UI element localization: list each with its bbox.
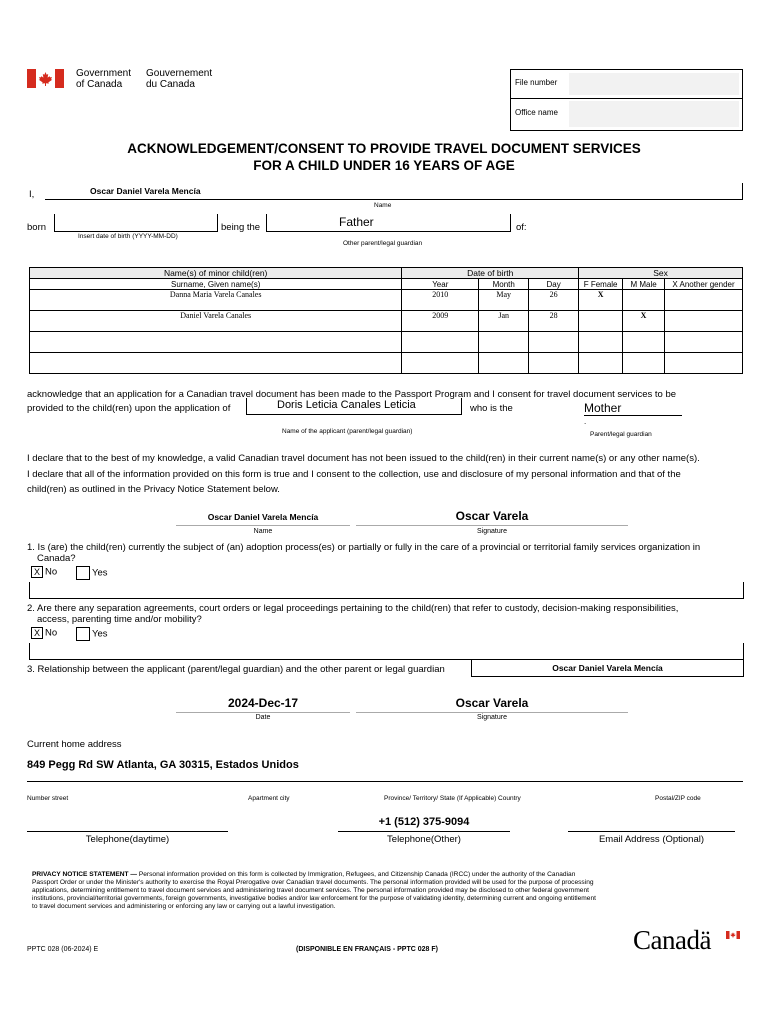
- question-3: 3. Relationship between the applicant (parent/legal guardian) and the other parent or legal guardian: [27, 664, 445, 675]
- dob-field[interactable]: [54, 214, 218, 232]
- q1-yes-checkbox[interactable]: [76, 566, 90, 580]
- office-name-label: Office name: [515, 108, 558, 117]
- q1-yes-option[interactable]: [76, 566, 108, 580]
- relation-caption: Other parent/legal guardian: [343, 240, 423, 247]
- file-number-field[interactable]: [569, 73, 739, 95]
- telephone-other-value: +1 (512) 375-9094: [378, 816, 470, 828]
- child-female-cell[interactable]: [579, 332, 623, 353]
- signature-value: Oscar Varela: [455, 509, 529, 523]
- month-subheader: Month: [479, 279, 529, 290]
- names-header: Name(s) of minor child(ren): [30, 268, 402, 279]
- dob-header: Date of birth: [402, 268, 579, 279]
- relation-field[interactable]: [266, 214, 511, 232]
- signature-2-field[interactable]: [356, 696, 628, 713]
- signer-name-caption: Name: [253, 528, 273, 535]
- signature-caption: Signature: [477, 528, 507, 535]
- gov-fr-wordmark: Gouvernement du Canada: [146, 68, 213, 90]
- signature-2-caption: Signature: [477, 714, 507, 721]
- table-row: [30, 290, 743, 311]
- email-caption: Email Address (Optional): [598, 834, 705, 845]
- q1-no-option[interactable]: [31, 566, 57, 578]
- child-female-cell[interactable]: [579, 311, 623, 332]
- declarant-name-value: Oscar Daniel Varela Mencía: [90, 186, 201, 196]
- of-label: of:: [516, 222, 527, 233]
- male-subheader: M Male: [623, 279, 665, 290]
- child-male-cell[interactable]: X: [623, 311, 665, 332]
- q3-answer-field[interactable]: [471, 660, 744, 677]
- child-name-cell[interactable]: [30, 332, 402, 353]
- apartment-caption: Apartment city: [248, 795, 290, 802]
- province-caption: Province/ Territory/ State (If Applicable) Country: [384, 795, 521, 802]
- signature-field[interactable]: [356, 509, 628, 526]
- signer-name-field[interactable]: [176, 512, 350, 526]
- applicant-name-field[interactable]: [246, 398, 462, 415]
- file-number-label: File number: [515, 78, 558, 87]
- child-year-cell[interactable]: 2010: [402, 290, 479, 311]
- child-male-cell[interactable]: [623, 332, 665, 353]
- street-caption: Number street: [27, 795, 69, 802]
- email-field[interactable]: [568, 820, 735, 832]
- child-day-cell[interactable]: 28: [529, 311, 579, 332]
- canada-flag-icon: [27, 69, 64, 88]
- period-mark: .: [584, 417, 587, 426]
- relation-value: Father: [339, 215, 374, 229]
- sex-header: Sex: [579, 268, 743, 279]
- date-field[interactable]: [176, 696, 350, 713]
- child-name-cell[interactable]: Danna Maria Varela Canales: [30, 290, 402, 311]
- form-code: PPTC 028 (06-2024) E: [27, 946, 99, 953]
- signature-2-value: Oscar Varela: [455, 696, 529, 710]
- home-address-label: Current home address: [27, 739, 122, 750]
- home-address-field[interactable]: [27, 759, 743, 782]
- privacy-notice: PRIVACY NOTICE STATEMENT — Personal information provided on this form is collected by Immigration, Refugees, and Citizenship Canada (IRCC) under the authority of the Canadian Passport Order or under the Minister's authority to exercise the Royal Prerogative over Canadian travel documents. The personal information provided will be used for the purpose of processing applications, determining entitlement to travel document services and administering travel document services. The personal information provided may be disclosed to other federal government institutions, provincial/territorial governments, foreign governments, investigative bodies and/or law enforcement for the purpose of validating identity, determining current and ongoing entitlement to travel document services and administering or enforcing any law or carrying out a lawful investigation.: [32, 871, 596, 910]
- q2-no-checkbox[interactable]: X: [31, 627, 43, 639]
- child-male-cell[interactable]: [623, 290, 665, 311]
- q2-no-label: No: [45, 627, 58, 639]
- child-month-cell[interactable]: [479, 332, 529, 353]
- date-caption: Date: [255, 714, 271, 721]
- child-name-cell[interactable]: [30, 353, 402, 374]
- canada-wordmark: Canadä: [633, 925, 711, 955]
- child-name-cell[interactable]: Daniel Varela Canales: [30, 311, 402, 332]
- dob-caption: Insert date of birth (YYYY-MM-DD): [78, 233, 178, 240]
- postal-caption: Postal/ZIP code: [655, 795, 701, 802]
- table-row: [30, 353, 743, 374]
- applicant-name-value: Doris Leticia Canales Leticia: [277, 399, 416, 411]
- form-title: ACKNOWLEDGEMENT/CONSENT TO PROVIDE TRAVEL DOCUMENT SERVICES FOR A CHILD UNDER 16 YEARS OF AGE: [127, 141, 641, 173]
- table-row: [30, 311, 743, 332]
- being-the-label: being the: [221, 222, 261, 233]
- child-other-cell[interactable]: [665, 353, 743, 374]
- child-month-cell[interactable]: [479, 353, 529, 374]
- declarant-name-field[interactable]: [45, 183, 743, 200]
- child-male-cell[interactable]: [623, 353, 665, 374]
- telephone-other-field[interactable]: [338, 816, 510, 832]
- name-caption: Name: [374, 202, 392, 209]
- q2-details-field[interactable]: [29, 643, 744, 660]
- acknowledge-line2: provided to the child(ren) upon the application of: [27, 403, 231, 414]
- applicant-relation-field[interactable]: [584, 401, 682, 416]
- child-day-cell[interactable]: 26: [529, 290, 579, 311]
- office-name-field[interactable]: [569, 101, 739, 127]
- q1-no-checkbox[interactable]: X: [31, 566, 43, 578]
- child-year-cell[interactable]: 2009: [402, 311, 479, 332]
- who-is-the-label: who is the: [470, 403, 513, 414]
- child-day-cell[interactable]: [529, 332, 579, 353]
- french-availability: (DISPONIBLE EN FRANÇAIS - PPTC 028 F): [296, 946, 438, 953]
- telephone-other-caption: Telephone(Other): [387, 834, 461, 845]
- female-subheader: F Female: [579, 279, 623, 290]
- children-table: [29, 267, 743, 374]
- q2-no-option[interactable]: [31, 627, 57, 639]
- declaration-1: I declare that to the best of my knowledge, a valid Canadian travel document has not been issued to the child(ren) in their current name(s) or any other name(s).: [27, 453, 700, 464]
- q2-yes-label: Yes: [92, 628, 108, 640]
- telephone-day-field[interactable]: [27, 820, 228, 832]
- child-year-cell[interactable]: [402, 353, 479, 374]
- office-use-box: [510, 69, 743, 131]
- child-female-cell[interactable]: X: [579, 290, 623, 311]
- date-value: 2024-Dec-17: [227, 696, 299, 710]
- gov-en-wordmark: Government of Canada: [76, 68, 132, 90]
- year-subheader: Year: [402, 279, 479, 290]
- declaration-2a: I declare that all of the information provided on this form is true and I consent to the collection, use and disclosure of my personal information and that of the: [27, 469, 681, 480]
- applicant-caption: Name of the applicant (parent/legal guardian): [282, 428, 413, 435]
- born-label: born: [27, 222, 47, 233]
- wordmark-flag-icon: [726, 931, 740, 939]
- day-subheader: Day: [529, 279, 579, 290]
- question-2: 2. Are there any separation agreements, court orders or legal proceedings pertaining to the child(ren) that refer to custody, decision-making responsibilities, access, parenting time and/or mobility?: [27, 603, 679, 625]
- acknowledge-line1: acknowledge that an application for a Canadian travel document has been made to the Passport Program and I consent for travel document services to be: [27, 389, 677, 400]
- q1-no-label: No: [45, 566, 58, 578]
- child-female-cell[interactable]: [579, 353, 623, 374]
- child-month-cell[interactable]: May: [479, 290, 529, 311]
- i-label: I,: [29, 189, 35, 200]
- declaration-2b: child(ren) as outlined in the Privacy Notice Statement below.: [27, 484, 280, 495]
- q2-yes-option[interactable]: [76, 627, 108, 641]
- relation-guardian-caption: Parent/legal guardian: [590, 431, 652, 438]
- table-row: [30, 332, 743, 353]
- q2-yes-checkbox[interactable]: [76, 627, 90, 641]
- q1-details-field[interactable]: [29, 582, 744, 599]
- applicant-relation-value: Mother: [584, 401, 622, 415]
- home-address-value: 849 Pegg Rd SW Atlanta, GA 30315, Estados Unidos: [27, 759, 299, 771]
- child-day-cell[interactable]: [529, 353, 579, 374]
- child-other-cell[interactable]: [665, 290, 743, 311]
- q3-answer-value: Oscar Daniel Varela Mencía: [552, 663, 663, 673]
- other-gender-subheader: X Another gender: [665, 279, 743, 290]
- telephone-day-caption: Telephone(daytime): [85, 834, 170, 845]
- q1-yes-label: Yes: [92, 567, 108, 579]
- child-other-cell[interactable]: [665, 332, 743, 353]
- signer-name-value: Oscar Daniel Varela Mencía: [207, 512, 319, 522]
- surname-subheader: Surname, Given name(s): [30, 279, 402, 290]
- child-other-cell[interactable]: [665, 311, 743, 332]
- question-1: 1. Is (are) the child(ren) currently the subject of (an) adoption process(es) or partially or fully in the care of a provincial or territorial family services organization in Canada?: [27, 542, 701, 564]
- child-year-cell[interactable]: [402, 332, 479, 353]
- child-month-cell[interactable]: Jan: [479, 311, 529, 332]
